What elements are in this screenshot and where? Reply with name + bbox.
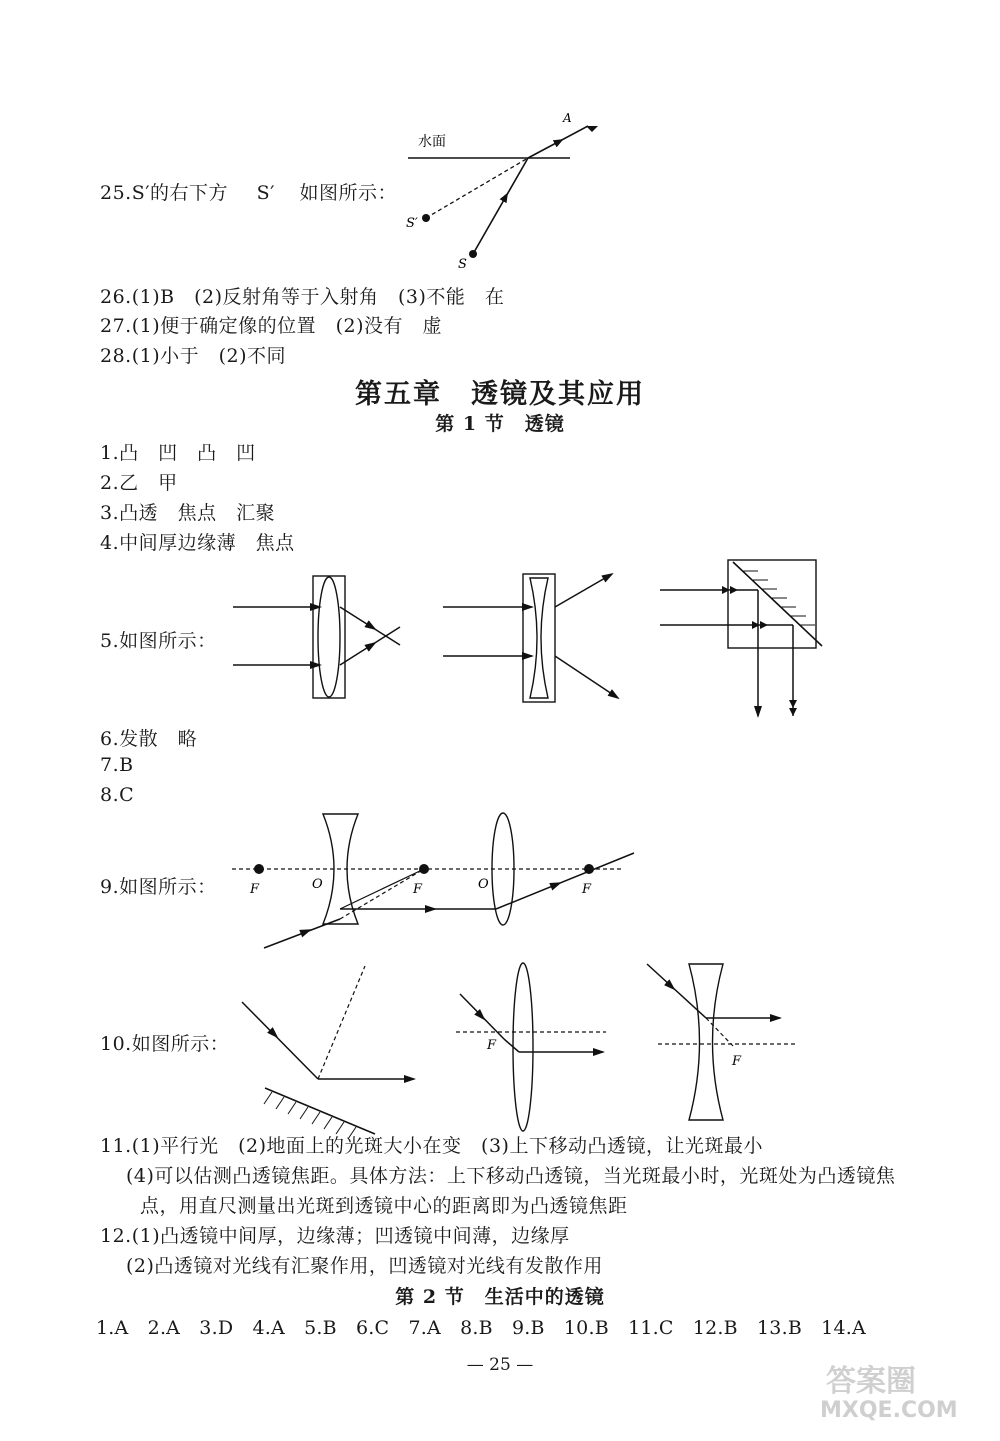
answer-s1-4: 4.中间厚边缘薄 焦点 bbox=[100, 532, 295, 554]
q25-text2: S′ bbox=[256, 182, 275, 204]
eye-icon bbox=[586, 126, 598, 132]
q5-diagrams bbox=[230, 570, 830, 720]
answer-s1-6: 6.发散 略 bbox=[100, 728, 198, 750]
convex-lens bbox=[492, 813, 514, 925]
convex-lens-diagram bbox=[233, 576, 400, 698]
q10-diagrams bbox=[232, 962, 812, 1122]
q9-f2: F bbox=[413, 882, 423, 897]
refracted-ray bbox=[528, 126, 588, 158]
source-point bbox=[469, 250, 477, 258]
concave-lens-diagram bbox=[443, 574, 618, 702]
answer-28: 28.(1)小于 (2)不同 bbox=[100, 345, 287, 367]
answer-s1-1: 1.凸 凹 凸 凹 bbox=[100, 442, 256, 464]
answer-s1-8: 8.C bbox=[100, 784, 135, 806]
section-2-title: 第 2 节 生活中的透镜 bbox=[395, 1286, 605, 1308]
answer-s1-2: 2.乙 甲 bbox=[100, 472, 178, 494]
answer-27: 27.(1)便于确定像的位置 (2)没有 虚 bbox=[100, 315, 443, 337]
answer-s1-10: 10.如图所示： bbox=[100, 1033, 230, 1055]
virtual-ray bbox=[426, 158, 528, 218]
mirror-reflection-diagram bbox=[242, 966, 414, 1139]
image-point bbox=[422, 214, 430, 222]
watermark-url: MXQE.COM bbox=[820, 1398, 958, 1423]
answer-26: 26.(1)B (2)反射角等于入射角 (3)不能 在 bbox=[100, 286, 505, 308]
plane-mirror-box-diagram bbox=[660, 560, 822, 716]
q25-prefix: 25. bbox=[100, 182, 132, 204]
page-number: — 25 — bbox=[466, 1355, 534, 1375]
watermark-logo: 答案圈 bbox=[826, 1364, 916, 1399]
chapter-title: 第五章 透镜及其应用 bbox=[355, 379, 645, 410]
q10-f2: F bbox=[732, 1054, 742, 1069]
s-label: S bbox=[458, 257, 467, 272]
answer-s1-9: 9.如图所示： bbox=[100, 876, 217, 898]
answer-s1-12a: 12.(1)凸透镜中间厚，边缘薄；凹透镜中间薄，边缘厚 bbox=[100, 1225, 570, 1247]
q10-f1: F bbox=[487, 1038, 497, 1053]
q25-text1: S′的右下方 bbox=[131, 182, 229, 204]
focus-point-1 bbox=[254, 864, 264, 874]
q25-text3: 如图所示： bbox=[299, 182, 398, 204]
a-label: A bbox=[563, 111, 572, 125]
answer-s1-11a: 11.(1)平行光 (2)地面上的光斑大小在变 (3)上下移动凸透镜，让光斑最小 bbox=[100, 1135, 763, 1157]
q9-o1: O bbox=[312, 877, 323, 892]
answer-s1-12b: (2)凸透镜对光线有汇聚作用，凹透镜对光线有发散作用 bbox=[126, 1255, 603, 1277]
answer-s1-11c: 点，用直尺测量出光斑到透镜中心的距离即为凸透镜焦距 bbox=[140, 1195, 628, 1217]
concave-lens-focus-diagram bbox=[647, 964, 798, 1120]
convex-lens-focus-diagram bbox=[456, 963, 606, 1131]
q9-f1: F bbox=[250, 882, 260, 897]
section-1-title: 第 1 节 透镜 bbox=[435, 413, 565, 435]
s-prime-label: S′ bbox=[406, 216, 418, 231]
answer-s1-5: 5.如图所示： bbox=[100, 630, 217, 652]
section-2-answers: 1.A 2.A 3.D 4.A 5.B 6.C 7.A 8.B 9.B 10.B 11.C 12.B 13.B 14.A bbox=[96, 1317, 866, 1339]
water-surface-label: 水面 bbox=[418, 134, 446, 150]
incident-ray bbox=[473, 158, 528, 254]
q25-refraction-diagram bbox=[398, 108, 618, 278]
answer-s1-3: 3.凸透 焦点 汇聚 bbox=[100, 502, 276, 524]
answer-25 bbox=[100, 178, 397, 205]
answer-s1-7: 7.B bbox=[100, 754, 134, 776]
answer-s1-11b: (4)可以估测凸透镜焦距。具体方法：上下移动凸透镜，当光斑最小时，光斑处为凸透镜焦 bbox=[126, 1165, 896, 1187]
q9-o2: O bbox=[478, 877, 489, 892]
q9-lens-system-diagram bbox=[230, 812, 650, 952]
q9-f3: F bbox=[582, 882, 592, 897]
